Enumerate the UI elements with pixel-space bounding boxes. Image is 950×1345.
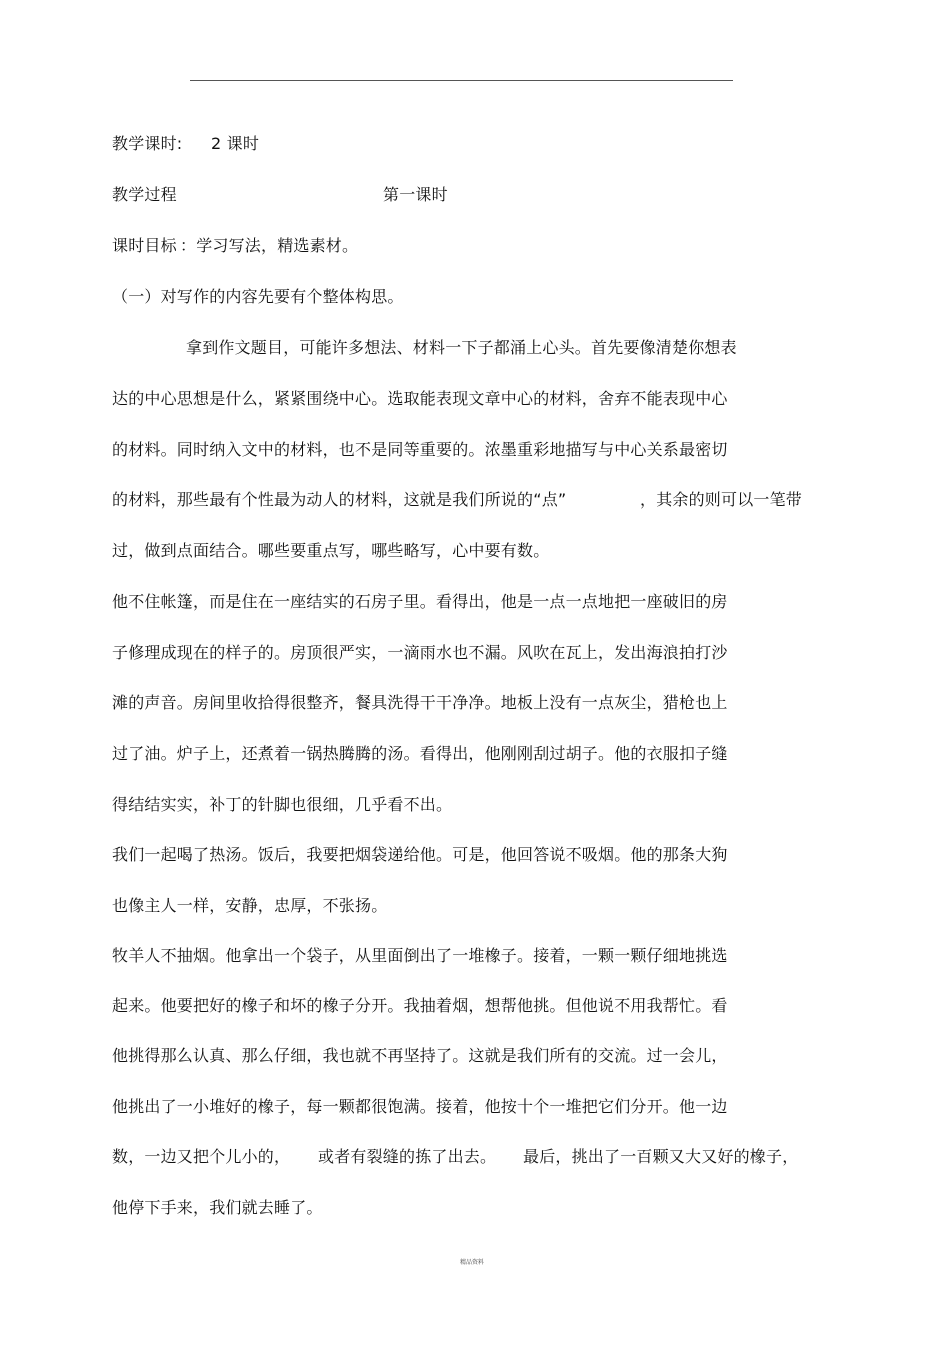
paragraph-line: 拿到作文题目，可能许多想法、材料一下子都涌上心头。首先要像清楚你想表 (186, 338, 737, 357)
lesson-label: 第一课时 (383, 185, 448, 204)
objective-text: ：学习写法，精选素材。 (180, 236, 359, 255)
paragraph-line: 最后，挑出了一百颗又大又好的橡子， (523, 1147, 799, 1166)
footer-text: 精品资料 (460, 1259, 485, 1266)
paragraph-line: 的材料，那些最有个性最为动人的材料，这就是我们所说的“点” (112, 490, 567, 509)
paragraph-line: 数，一边又把个儿小的， (112, 1147, 291, 1166)
paragraph-line: 他挑出了一小堆好的橡子，每一颗都很饱满。接着，他按十个一堆把它们分开。他一边 (112, 1097, 728, 1116)
paragraph-line: 他挑得那么认真、那么仔细，我也就不再坚持了。这就是我们所有的交流。过一会儿， (112, 1046, 728, 1065)
paragraph-line: 的材料。同时纳入文中的材料，也不是同等重要的。浓墨重彩地描写与中心关系最密切 (112, 440, 728, 459)
paragraph-line: ，其余的则可以一笔带 (640, 490, 803, 509)
hours-value: 2 课时 (211, 134, 260, 153)
paragraph-line: 他停下手来，我们就去睡了。 (112, 1198, 323, 1217)
paragraph-line: 牧羊人不抽烟。他拿出一个袋子，从里面倒出了一堆橡子。接着，一颗一颗仔细地挑选 (112, 946, 728, 965)
paragraph-line: 起来。他要把好的橡子和坏的橡子分开。我抽着烟，想帮他挑。但他说不用我帮忙。看 (112, 996, 728, 1015)
paragraph-line: 过，做到点面结合。哪些要重点写，哪些略写，心中要有数。 (112, 541, 550, 560)
process-label: 教学过程 (112, 185, 177, 204)
paragraph-line: 也像主人一样，安静，忠厚，不张扬。 (112, 896, 388, 915)
hours-label: 教学课时: (112, 134, 183, 153)
paragraph-line: 或者有裂缝的拣了出去。 (318, 1147, 497, 1166)
objective-label: 课时目标 (112, 236, 177, 255)
paragraph-line: 达的中心思想是什么，紧紧围绕中心。选取能表现文章中心的材料，舍弃不能表现中心 (112, 389, 728, 408)
paragraph-line: 我们一起喝了热汤。饭后，我要把烟袋递给他。可是，他回答说不吸烟。他的那条大狗 (112, 845, 728, 864)
paragraph-line: 他不住帐篷，而是住在一座结实的石房子里。看得出，他是一点一点地把一座破旧的房 (112, 592, 728, 611)
top-rule (190, 80, 733, 81)
paragraph-line: 子修理成现在的样子的。房顶很严实，一滴雨水也不漏。风吹在瓦上，发出海浪拍打沙 (112, 643, 728, 662)
paragraph-line: 得结结实实，补丁的针脚也很细，几乎看不出。 (112, 795, 453, 814)
paragraph-line: 滩的声音。房间里收拾得很整齐，餐具洗得干干净净。地板上没有一点灰尘，猎枪也上 (112, 693, 728, 712)
section-heading: （一）对写作的内容先要有个整体构思。 (112, 287, 404, 306)
paragraph-line: 过了油。炉子上，还煮着一锅热腾腾的汤。看得出，他刚刚刮过胡子。他的衣服扣子缝 (112, 744, 728, 763)
